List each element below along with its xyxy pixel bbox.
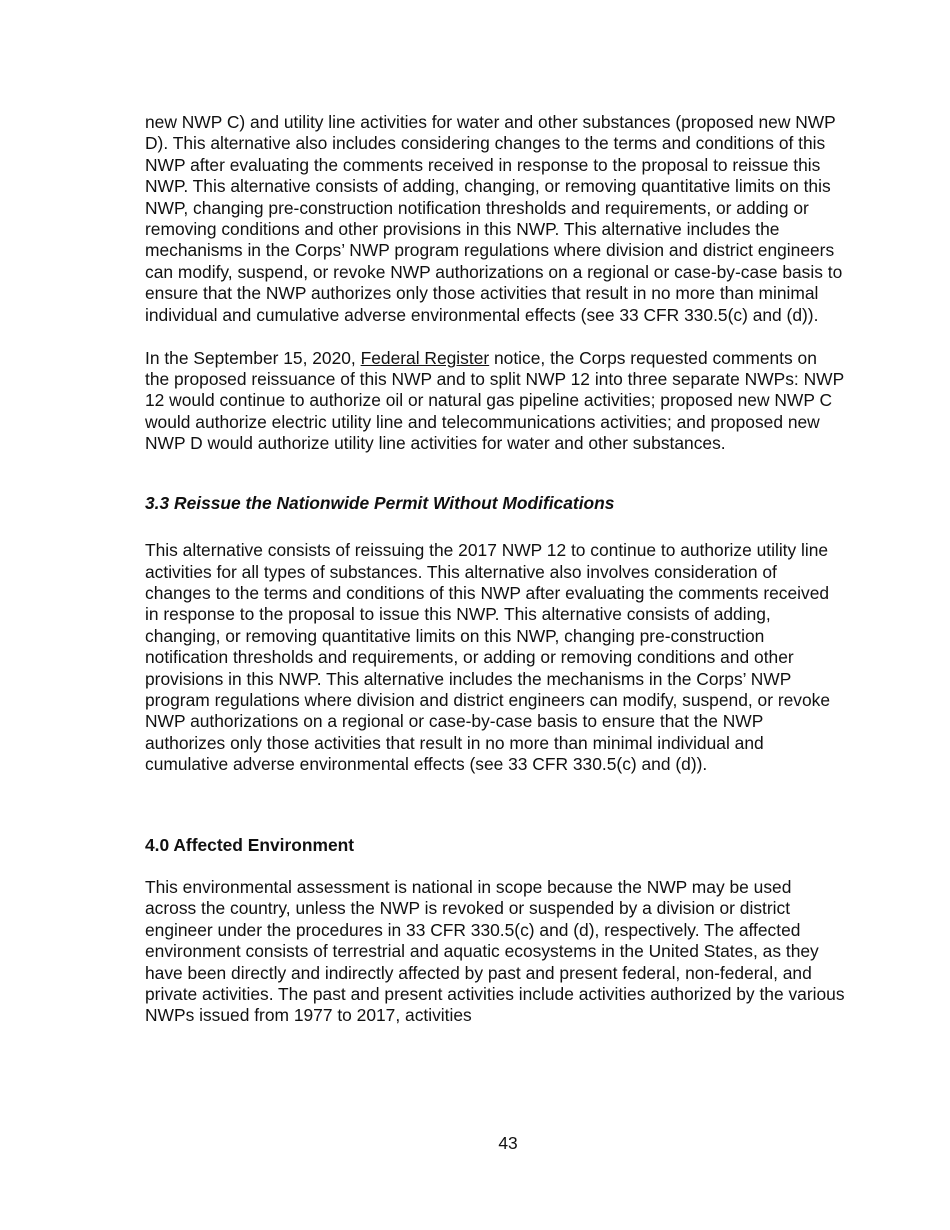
paragraph-affected-environment: This environmental assessment is national in scope because the NWP may be used across the country, unless the NWP is revoked or suspended by a division or district engineer under the procedures in 33 CFR 330.5(c) and (d), respectively. The affected environment consists of terrestrial and aquatic ecosystems in the United States, as they have been directly and indirectly affected by past and present federal, non-federal, and private activities. The past and present activities include activities authorized by the various NWPs issued from 1977 to 2017, activities	[145, 876, 845, 1026]
paragraph-text-after: notice, the Corps requested comments on the proposed reissuance of this NWP and to split NWP 12 into three separate NWPs: NWP 12 would continue to authorize oil or natural gas pipeline activities; proposed new NWP C would authorize electric utility line and telecommunications activities; and proposed new NWP D would authorize utility line activities for water and other substances.	[145, 347, 844, 454]
paragraph-alternative-modifications: new NWP C) and utility line activities for water and other substances (proposed new NWP D). This alternative also includes considering changes to the terms and conditions of this NWP after evaluating the comments received in response to the proposal to reissue this NWP. This alternative consists of adding, changing, or removing quantitative limits on this NWP, changing pre-construction notification thresholds and requirements, or adding or removing conditions and other provisions in this NWP. This alternative includes the mechanisms in the Corps’ NWP program regulations where division and district engineers can modify, suspend, or revoke NWP authorizations on a regional or case-by-case basis to ensure that the NWP authorizes only those activities that result in no more than minimal individual and cumulative adverse environmental effects (see 33 CFR 330.5(c) and (d)).	[145, 112, 843, 325]
document-page	[145, 112, 845, 1027]
section-heading-4-0: 4.0 Affected Environment	[145, 834, 355, 855]
paragraph-federal-register-notice	[145, 348, 845, 455]
paragraph-text-before: In the September 15, 2020,	[145, 347, 361, 368]
paragraph-reissue-without-modifications: This alternative consists of reissuing the 2017 NWP 12 to continue to authorize utility line activities for all types of substances. This alternative also involves consideration of changes to the terms and conditions of this NWP after evaluating the comments received in response to the proposal to issue this NWP. This alternative consists of adding, changing, or removing quantitative limits on this NWP, changing pre-construction notification thresholds and requirements, or adding or removing conditions and other provisions in this NWP. This alternative includes the mechanisms in the Corps’ NWP program regulations where division and district engineers can modify, suspend, or revoke NWP authorizations on a regional or case-by-case basis to ensure that the NWP authorizes only those activities that result in no more than minimal individual and cumulative adverse environmental effects (see 33 CFR 330.5(c) and (d)).	[145, 540, 831, 775]
section-heading-3-3: 3.3 Reissue the Nationwide Permit Without Modifications	[145, 492, 615, 513]
federal-register-reference: Federal Register	[360, 347, 490, 368]
page-number: 43	[498, 1133, 518, 1153]
